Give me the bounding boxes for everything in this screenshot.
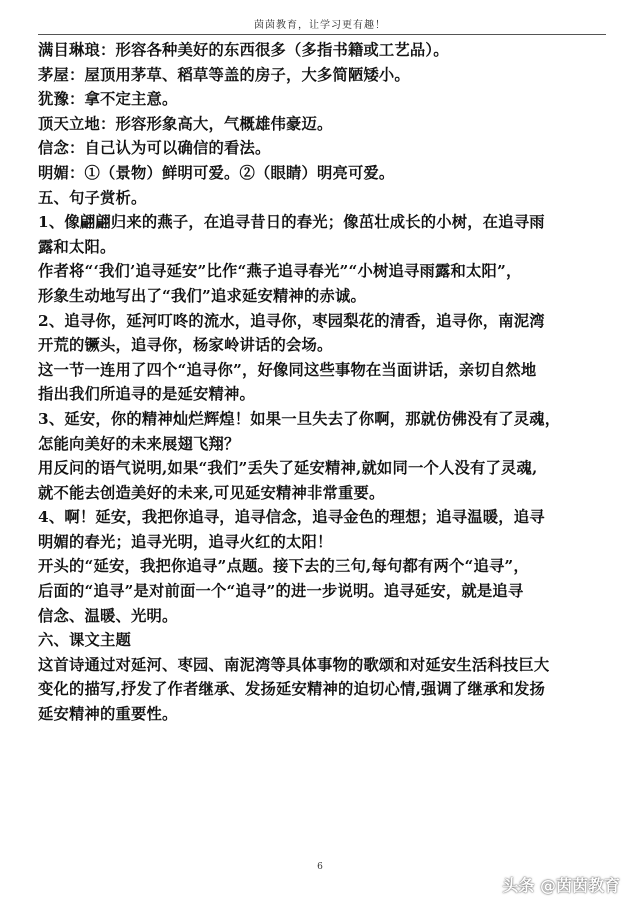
header-divider bbox=[38, 34, 606, 35]
text-line: 就不能去创造美好的未来,可见延安精神非常重要。 bbox=[38, 483, 385, 502]
document-body bbox=[38, 38, 606, 727]
text-line: 变化的描写,抒发了作者继承、发扬延安精神的迫切心情,强调了继承和发扬 bbox=[38, 680, 545, 699]
text-line: 开荒的镢头，追寻你，杨家岭讲话的会场。 bbox=[38, 336, 333, 355]
text-line: 3、延安，你的精神灿烂辉煌！如果一旦失去了你啊，那就仿佛没有了灵魂， bbox=[38, 409, 561, 428]
text-line: 犹豫：拿不定主意。 bbox=[38, 90, 178, 109]
section-heading: 六、课文主题 bbox=[38, 631, 131, 650]
text-line: 指出我们所追寻的是延安精神。 bbox=[38, 385, 255, 404]
text-line: 形象生动地写出了“我们”追求延安精神的赤诚。 bbox=[38, 286, 366, 305]
text-line: 开头的“延安，我把你追寻”点题。接下去的三句,每句都有两个“追寻”， bbox=[38, 557, 529, 576]
text-line: 1、像翩翩归来的燕子，在追寻昔日的春光；像茁壮成长的小树，在追寻雨 bbox=[38, 213, 545, 232]
text-line: 4、啊！延安，我把你追寻，追寻信念，追寻金色的理想；追寻温暖，追寻 bbox=[38, 508, 545, 527]
text-line: 用反问的语气说明,如果“我们”丢失了延安精神,就如同一个人没有了灵魂, bbox=[38, 459, 538, 478]
text-line: 茅屋：屋顶用茅草、稻草等盖的房子，大多简陋矮小。 bbox=[38, 65, 410, 84]
text-line: 明媚的春光；追寻光明，追寻火红的太阳！ bbox=[38, 532, 333, 551]
text-line: 后面的“追寻”是对前面一个“追寻”的进一步说明。追寻延安，就是追寻 bbox=[38, 582, 524, 601]
text-line: 信念、温暖、光明。 bbox=[38, 606, 178, 625]
text-line: 2、追寻你，延河叮咚的流水，追寻你，枣园梨花的清香，追寻你，南泥湾 bbox=[38, 311, 545, 330]
text-line: 露和太阳。 bbox=[38, 237, 116, 256]
text-line: 明媚：①（景物）鲜明可爱。②（眼睛）明亮可爱。 bbox=[38, 163, 395, 182]
text-line: 满目琳琅：形容各种美好的东西很多（多指书籍或工艺品）。 bbox=[38, 41, 449, 59]
section-heading: 五、句子赏析。 bbox=[38, 188, 147, 207]
watermark: 头条 @茵茵教育 bbox=[502, 876, 620, 895]
text-line: 这首诗通过对延河、枣园、南泥湾等具体事物的歌颂和对延安生活科技巨大 bbox=[38, 655, 550, 674]
text-line: 作者将“‘我们’追寻延安”比作“燕子追寻春光”“小树追寻雨露和太阳”， bbox=[38, 262, 522, 281]
page-number: 6 bbox=[317, 862, 323, 872]
text-line: 顶天立地：形容形象高大，气概雄伟豪迈。 bbox=[38, 114, 333, 133]
text-line: 这一节一连用了四个“追寻你”，好像同这些事物在当面讲话，亲切自然地 bbox=[38, 360, 537, 379]
text-line: 信念：自己认为可以确信的看法。 bbox=[38, 139, 271, 158]
text-line: 怎能向美好的未来展翅飞翔？ bbox=[38, 434, 240, 453]
page-header: 茵茵教育，让学习更有趣！ bbox=[254, 20, 386, 31]
text-line: 延安精神的重要性。 bbox=[38, 705, 178, 724]
